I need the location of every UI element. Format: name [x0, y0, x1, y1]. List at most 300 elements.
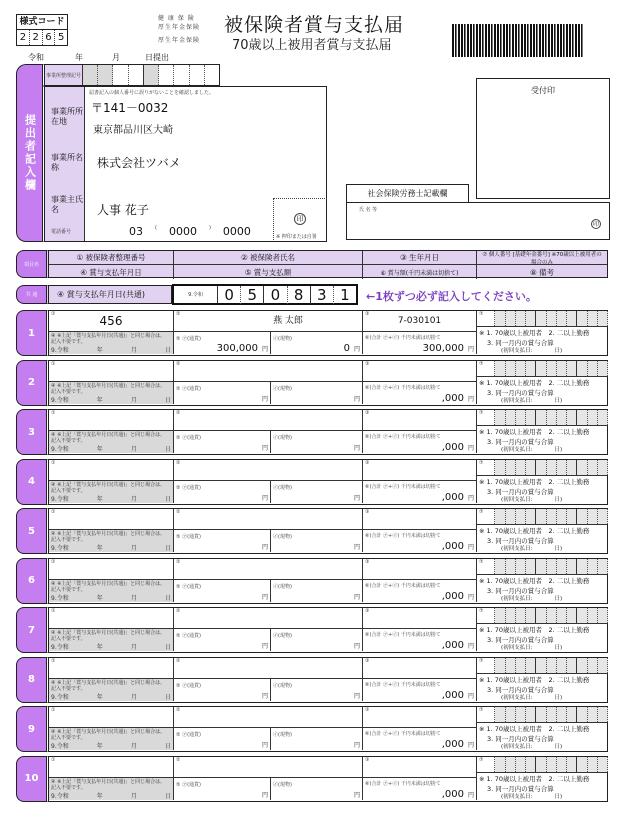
month-label: 月	[130, 743, 137, 750]
date-year: 年	[75, 53, 83, 62]
header-remarks: ⑧ 備考	[529, 267, 555, 277]
birth-date-field[interactable]	[363, 361, 477, 382]
day-label: 日	[164, 693, 171, 701]
goods-amount-field[interactable]	[271, 679, 363, 701]
total-label: ⑥(合計 ㋐+㋑) 千円未満は切捨て	[365, 731, 441, 737]
circle-1-label: ①	[51, 459, 56, 466]
owner-name-value[interactable]: 人事 花子	[97, 203, 149, 217]
table-row	[16, 310, 608, 356]
birth-date-field[interactable]	[363, 509, 477, 530]
remarks-option-1-2: ※ 1. 70歳以上被用者 2. 二以上勤務	[479, 329, 590, 337]
cash-amount-field[interactable]	[174, 679, 271, 701]
insured-no-field[interactable]	[49, 311, 174, 332]
remarks-option-3: 3. 同一月内の賞与合算	[487, 438, 554, 446]
total-value: ,000	[441, 689, 464, 701]
insured-name-field[interactable]	[174, 460, 363, 481]
yen-label: 円	[261, 593, 268, 601]
address-value[interactable]: 東京都品川区大崎	[93, 125, 173, 136]
yen-label: 円	[261, 791, 268, 799]
table-row	[16, 706, 608, 752]
row-number: 1	[16, 310, 46, 356]
first-payment-date: (初回支払日: 日)	[501, 546, 563, 552]
year-label: 年	[96, 594, 103, 602]
personal-no-boxes[interactable]	[477, 559, 608, 575]
circle-3-label: ③	[365, 509, 370, 515]
cash-label: ⑤ ㋐(通貨)	[176, 336, 201, 342]
total-amount-field[interactable]	[363, 629, 477, 651]
total-value: ,000	[441, 541, 464, 552]
personal-no-remarks-field[interactable]	[477, 757, 608, 800]
circle-1-label: ①	[51, 311, 56, 317]
goods-amount-field[interactable]	[271, 332, 363, 354]
cash-amount-field[interactable]	[174, 629, 271, 651]
remarks-option-3: 3. 同一月内の賞与合算	[487, 487, 554, 496]
circle-3-label: ③	[365, 459, 370, 466]
payment-date-field[interactable]	[49, 332, 174, 354]
personal-no-boxes[interactable]	[477, 361, 608, 377]
payment-date-note: ④ ※上記「賞与支払年月日(共通)」と同じ場合は、記入不要です。	[51, 630, 166, 642]
day-label: 日	[164, 545, 171, 552]
yen-label: 円	[261, 395, 268, 403]
cash-label: ⑤ ㋐(通貨)	[176, 435, 201, 441]
first-payment-date: (初回支払日: 日)	[501, 744, 563, 750]
common-side-label: 共 通	[16, 285, 46, 304]
yen-label: 円	[467, 445, 474, 452]
row-number: 2	[16, 360, 46, 406]
total-label: ⑥(合計 ㋐+㋑) 千円未満は切捨て	[365, 582, 441, 589]
remarks-option-3: 3. 同一月内の賞与合算	[487, 537, 554, 545]
common-era: 9.令和	[174, 286, 218, 303]
month-label: 月	[130, 446, 137, 453]
payment-date-note: ④ ※上記「賞与支払年月日(共通)」と同じ場合は、記入不要です。	[51, 382, 166, 395]
cash-label: ⑤ ㋐(通貨)	[176, 583, 201, 590]
cash-label: ⑤ ㋐(通貨)	[176, 682, 201, 689]
table-row	[16, 508, 608, 554]
total-label: ⑥(合計 ㋐+㋑) 千円未満は切捨て	[365, 681, 441, 688]
insured-name-field[interactable]	[174, 311, 363, 332]
total-value: ,000	[441, 739, 464, 750]
submitter-side-label: 提出者記入欄	[16, 64, 42, 242]
header-personal-no: ⑦ 個人番号 [基礎年金番号] ※70歳以上被用者の場合のみ	[482, 251, 602, 266]
yen-label: 円	[467, 346, 474, 353]
era-label: 9.令和	[51, 693, 69, 701]
era-label: 9.令和	[51, 792, 69, 800]
submitter-info	[42, 86, 327, 242]
office-code-input[interactable]	[83, 65, 219, 85]
personal-no-boxes[interactable]	[477, 757, 608, 773]
header-side-label: 項目名	[16, 250, 46, 278]
form-code-box	[16, 14, 68, 46]
total-amount-field[interactable]	[363, 778, 477, 800]
goods-label: ㋑(現物)	[273, 781, 292, 788]
goods-amount-field[interactable]	[271, 481, 363, 503]
yen-label: 円	[261, 692, 268, 700]
remarks-option-1-2: ※ 1. 70歳以上被用者 2. 二以上勤務	[479, 626, 590, 634]
total-label: ⑥(合計 ㋐+㋑) 千円未満は切捨て	[365, 434, 441, 440]
header-payment-amount: ⑤ 賞与支払額	[174, 265, 363, 279]
seal-area[interactable]	[273, 198, 327, 240]
yen-label: 円	[467, 395, 474, 403]
seal-note: ※ 押印または自署	[276, 234, 317, 240]
yen-label: 円	[353, 544, 360, 551]
cash-amount-field[interactable]	[174, 728, 271, 750]
circle-3-label: ③	[365, 311, 370, 317]
cash-label: ⑤ ㋐(通貨)	[176, 484, 201, 491]
payment-date-field[interactable]	[49, 778, 174, 800]
remarks-option-3: 3. 同一月内の賞与合算	[487, 784, 554, 793]
row-number: 6	[16, 558, 46, 604]
payment-date-note: ④ ※上記「賞与支払年月日(共通)」と同じ場合は、記入不要です。	[51, 333, 166, 345]
year-label: 年	[96, 644, 103, 651]
payment-date-field[interactable]	[49, 431, 174, 453]
payment-date-note: ④ ※上記「賞与支払年月日(共通)」と同じ場合は、記入不要です。	[51, 729, 166, 741]
remarks-option-3: 3. 同一月内の賞与合算	[487, 388, 554, 397]
first-payment-date: (初回支払日: 日)	[501, 694, 563, 701]
payment-date-note: ④ ※上記「賞与支払年月日(共通)」と同じ場合は、記入不要です。	[51, 432, 166, 444]
table-row	[16, 607, 608, 653]
circle-7-label: ⑦	[479, 707, 484, 713]
goods-amount-field[interactable]	[271, 580, 363, 602]
form-code-digit: 6	[43, 30, 56, 45]
payment-date-field[interactable]	[49, 382, 174, 404]
personal-no-remarks-field[interactable]	[477, 311, 608, 354]
year-label: 年	[96, 396, 103, 404]
goods-amount-field[interactable]	[271, 382, 363, 404]
total-amount-field[interactable]	[363, 481, 477, 503]
total-amount-field[interactable]	[363, 431, 477, 453]
common-note: ←1枚ずつ必ず記入してください。	[366, 290, 537, 303]
first-payment-date: (初回支払日: 日)	[501, 447, 563, 453]
circle-1-label: ①	[51, 756, 56, 763]
year-label: 年	[96, 693, 103, 701]
yen-label: 円	[261, 544, 268, 551]
phone-label: 電話番号	[51, 229, 72, 235]
phone-mid: 0000	[168, 225, 197, 238]
total-label: ⑥(合計 ㋐+㋑) 千円未満は切捨て	[365, 780, 441, 787]
payment-date-field[interactable]	[49, 728, 174, 750]
month-label: 月	[130, 594, 137, 602]
yen-label: 円	[353, 692, 360, 700]
total-amount-field[interactable]	[363, 530, 477, 552]
circle-3-label: ③	[365, 756, 370, 763]
common-date-label: ④ 賞与支払年月日(共通)	[46, 285, 172, 304]
circle-2-label: ②	[176, 509, 181, 515]
yen-label: 円	[467, 791, 474, 799]
labor-consultant-title: 社会保険労務士記載欄	[346, 184, 469, 203]
era-label: 9.令和	[51, 446, 69, 453]
era-label: 9.令和	[51, 396, 69, 404]
insurance-label: 厚生年金保険	[158, 24, 201, 31]
insured-name-field[interactable]	[174, 410, 363, 431]
insured-name-field[interactable]	[174, 658, 363, 679]
cash-amount-field[interactable]	[174, 332, 271, 354]
personal-no-remarks-field[interactable]	[477, 707, 608, 750]
header-birth-date: ③ 生年月日	[363, 251, 477, 264]
payment-date-note: ④ ※上記「賞与支払年月日(共通)」と同じ場合は、記入不要です。	[51, 531, 166, 543]
birth-date-field[interactable]	[363, 707, 477, 728]
goods-value: 0	[343, 343, 350, 354]
insured-no-field[interactable]	[49, 410, 174, 431]
phone-paren: (	[155, 225, 157, 231]
era-label: 9.令和	[51, 644, 69, 651]
birth-date-field[interactable]	[363, 757, 477, 778]
insured-name-field[interactable]	[174, 707, 363, 728]
goods-amount-field[interactable]	[271, 728, 363, 750]
circle-2-label: ②	[176, 410, 181, 416]
total-amount-field[interactable]	[363, 382, 477, 404]
payment-date-field[interactable]	[49, 530, 174, 552]
personal-no-boxes[interactable]	[477, 658, 608, 674]
birth-date-field[interactable]	[363, 460, 477, 481]
cash-amount-field[interactable]	[174, 382, 271, 404]
total-label: ⑥(合計 ㋐+㋑) 千円未満は切捨て	[365, 483, 441, 490]
remarks-option-1-2: ※ 1. 70歳以上被用者 2. 二以上勤務	[479, 675, 590, 684]
circle-1-label: ①	[51, 657, 56, 664]
circle-7-label: ⑦	[479, 311, 484, 317]
month-label: 月	[130, 495, 137, 503]
personal-no-remarks-field[interactable]	[477, 460, 608, 503]
month-label: 月	[130, 644, 137, 651]
goods-amount-field[interactable]	[271, 778, 363, 800]
birth-date-field[interactable]	[363, 658, 477, 679]
insured-no-field[interactable]	[49, 361, 174, 382]
yen-label: 円	[261, 346, 268, 353]
table-row	[16, 756, 608, 802]
yen-label: 円	[467, 593, 474, 601]
personal-no-boxes[interactable]	[477, 460, 608, 476]
insurance-label: 健 康 保 険	[158, 15, 195, 22]
total-amount-field[interactable]	[363, 679, 477, 701]
yen-label: 円	[353, 445, 360, 452]
consultant-name-label: 氏 名 等	[359, 207, 378, 213]
circle-1-label: ①	[51, 509, 56, 515]
insured-name-field[interactable]	[174, 757, 363, 778]
total-value: ,000	[441, 491, 464, 503]
goods-label: ㋑(現物)	[273, 682, 292, 689]
year-digit: 5	[241, 286, 264, 304]
cash-amount-field[interactable]	[174, 530, 271, 552]
insured-no-field[interactable]	[49, 707, 174, 728]
circle-1-label: ①	[51, 360, 56, 367]
circle-2-label: ②	[176, 707, 181, 713]
day-digit: 3	[311, 286, 334, 304]
day-label: 日	[164, 743, 171, 750]
total-label: ⑥(合計 ㋐+㋑) 千円未満は切捨て	[365, 335, 441, 341]
first-payment-date: (初回支払日: 日)	[501, 793, 563, 800]
yen-label: 円	[261, 445, 268, 452]
payment-date-field[interactable]	[49, 679, 174, 701]
circle-2-label: ②	[176, 608, 181, 614]
cash-label: ⑤ ㋐(通貨)	[176, 781, 201, 788]
remarks-option-3: 3. 同一月内の賞与合算	[487, 636, 554, 644]
day-label: 日	[164, 495, 171, 503]
month-digit: 8	[288, 286, 311, 304]
row-number: 10	[16, 756, 46, 802]
office-code-row	[42, 64, 220, 86]
yen-label: 円	[261, 643, 268, 650]
payment-date-field[interactable]	[49, 481, 174, 503]
personal-no-remarks-field[interactable]	[477, 410, 608, 453]
personal-no-boxes[interactable]	[477, 410, 608, 426]
header-bonus-amount: ⑥ 賞与額(千円未満は切捨て)	[363, 265, 477, 279]
payment-date-field[interactable]	[49, 580, 174, 602]
circle-1-label: ①	[51, 707, 56, 713]
remarks-option-3: 3. 同一月内の賞与合算	[487, 339, 554, 347]
goods-amount-field[interactable]	[271, 431, 363, 453]
insured-no-field[interactable]	[49, 460, 174, 481]
total-value: ,000	[441, 442, 464, 453]
payment-date-note: ④ ※上記「賞与支払年月日(共通)」と同じ場合は、記入不要です。	[51, 580, 166, 593]
postal-code[interactable]: 〒141－0032	[91, 101, 169, 115]
payment-date-field[interactable]	[49, 629, 174, 651]
era-label: 9.令和	[51, 594, 69, 602]
remarks-option-1-2: ※ 1. 70歳以上被用者 2. 二以上勤務	[479, 477, 590, 486]
insured-name-value: 燕 太郎	[273, 316, 303, 326]
year-label: 年	[96, 495, 103, 503]
remarks-option-1-2: ※ 1. 70歳以上被用者 2. 二以上勤務	[479, 428, 590, 436]
insured-name-field[interactable]	[174, 509, 363, 530]
total-amount-field[interactable]	[363, 580, 477, 602]
company-name-value[interactable]: 株式会社ツバメ	[97, 156, 181, 170]
date-day: 日提出	[145, 53, 169, 62]
personal-no-boxes[interactable]	[477, 311, 608, 327]
yen-label: 円	[261, 742, 268, 749]
barcode	[452, 24, 584, 57]
personal-no-remarks-field[interactable]	[477, 559, 608, 602]
circle-7-label: ⑦	[479, 410, 484, 416]
circle-1-label: ①	[51, 558, 56, 565]
cash-label: ⑤ ㋐(通貨)	[176, 732, 201, 738]
total-amount-field[interactable]	[363, 332, 477, 354]
form-code-label: 様式コード	[17, 15, 67, 30]
circle-7-label: ⑦	[479, 756, 484, 763]
phone-paren: )	[208, 225, 211, 231]
remarks-option-3: 3. 同一月内の賞与合算	[487, 685, 554, 694]
total-value: ,000	[441, 788, 464, 800]
remarks-option-1-2: ※ 1. 70歳以上被用者 2. 二以上勤務	[479, 576, 590, 585]
insured-name-field[interactable]	[174, 608, 363, 629]
phone-area: 03	[129, 225, 143, 238]
cash-amount-field[interactable]	[174, 431, 271, 453]
month-digit: 0	[264, 286, 287, 304]
personal-no-boxes[interactable]	[477, 509, 608, 525]
row-number: 5	[16, 508, 46, 554]
year-label: 年	[96, 545, 103, 552]
total-value: 300,000	[422, 343, 464, 354]
insured-no-field[interactable]	[49, 509, 174, 530]
seal-icon: 印	[592, 221, 599, 228]
table-row	[16, 657, 608, 703]
cash-value: 300,000	[216, 343, 258, 354]
goods-amount-field[interactable]	[271, 530, 363, 552]
personal-no-boxes[interactable]	[477, 707, 608, 723]
first-payment-date: (初回支払日: 日)	[501, 496, 563, 503]
month-label: 月	[130, 693, 137, 701]
circle-3-label: ③	[365, 410, 370, 416]
row-number: 3	[16, 409, 46, 455]
first-payment-date: (初回支払日: 日)	[501, 645, 563, 651]
personal-no-remarks-field[interactable]	[477, 361, 608, 404]
day-label: 日	[164, 644, 171, 651]
birth-date-field[interactable]	[363, 410, 477, 431]
remarks-option-3: 3. 同一月内の賞与合算	[487, 586, 554, 595]
circle-2-label: ②	[176, 311, 181, 317]
insured-no-field[interactable]	[49, 608, 174, 629]
cash-amount-field[interactable]	[174, 580, 271, 602]
day-label: 日	[164, 594, 171, 602]
day-label: 日	[164, 446, 171, 453]
day-digit: 1	[340, 285, 350, 304]
personal-no-remarks-field[interactable]	[477, 658, 608, 701]
yen-label: 円	[261, 494, 268, 502]
total-amount-field[interactable]	[363, 728, 477, 750]
labor-consultant-box[interactable]	[346, 202, 610, 240]
birth-date-field[interactable]	[363, 311, 477, 332]
cash-label: ⑤ ㋐(通貨)	[176, 633, 201, 639]
insured-no-field[interactable]	[49, 658, 174, 679]
birth-date-field[interactable]	[363, 608, 477, 629]
column-header	[46, 250, 608, 278]
circle-3-label: ③	[365, 558, 370, 565]
insured-no-field[interactable]	[49, 559, 174, 580]
circle-2-label: ②	[176, 657, 181, 664]
insured-name-field[interactable]	[174, 361, 363, 382]
circle-7-label: ⑦	[479, 509, 484, 515]
first-payment-date: (初回支払日: 日)	[501, 595, 563, 602]
date-era: 令和	[28, 53, 44, 62]
seal-icon: 印	[294, 213, 306, 225]
personal-no-remarks-field[interactable]	[477, 608, 608, 651]
header-insured-name: ② 被保険者氏名	[174, 251, 363, 264]
yen-label: 円	[467, 742, 474, 749]
birth-date-value: 7-030101	[397, 316, 442, 326]
yen-label: 円	[353, 395, 360, 403]
yen-label: 円	[353, 643, 360, 650]
yen-label: 円	[467, 643, 474, 650]
receipt-stamp-box	[476, 78, 610, 199]
birth-date-field[interactable]	[363, 559, 477, 580]
remarks-option-1-2: ※ 1. 70歳以上被用者 2. 二以上勤務	[479, 774, 590, 783]
circle-7-label: ⑦	[479, 459, 484, 466]
common-date-input[interactable]	[172, 284, 358, 305]
yen-label: 円	[353, 494, 360, 502]
cash-amount-field[interactable]	[174, 481, 271, 503]
year-label: 年	[96, 347, 103, 354]
year-label: 年	[96, 743, 103, 750]
insured-no-value: 456	[99, 314, 123, 328]
month-label: 月	[130, 792, 137, 800]
total-value: ,000	[441, 590, 464, 602]
circle-2-label: ②	[176, 756, 181, 763]
circle-3-label: ③	[365, 608, 370, 614]
goods-label: ㋑(現物)	[273, 534, 292, 540]
first-payment-date: (初回支払日: 日)	[501, 397, 563, 404]
goods-amount-field[interactable]	[271, 629, 363, 651]
header-payment-date: ④ 賞与支払年月日	[49, 265, 174, 279]
era-label: 9.令和	[51, 495, 69, 503]
remarks-option-1-2: ※ 1. 70歳以上被用者 2. 二以上勤務	[479, 527, 590, 535]
office-code-label: 事業所整理記号	[45, 65, 83, 85]
cash-amount-field[interactable]	[174, 778, 271, 800]
first-payment-date: (初回支払日: 日)	[501, 348, 563, 354]
goods-label: ㋑(現物)	[273, 435, 292, 441]
phone-value[interactable]	[129, 225, 251, 238]
insured-no-field[interactable]	[49, 757, 174, 778]
personal-no-remarks-field[interactable]	[477, 509, 608, 552]
total-label: ⑥(合計 ㋐+㋑) 千円未満は切捨て	[365, 533, 441, 539]
insured-name-field[interactable]	[174, 559, 363, 580]
personal-no-boxes[interactable]	[477, 608, 608, 624]
